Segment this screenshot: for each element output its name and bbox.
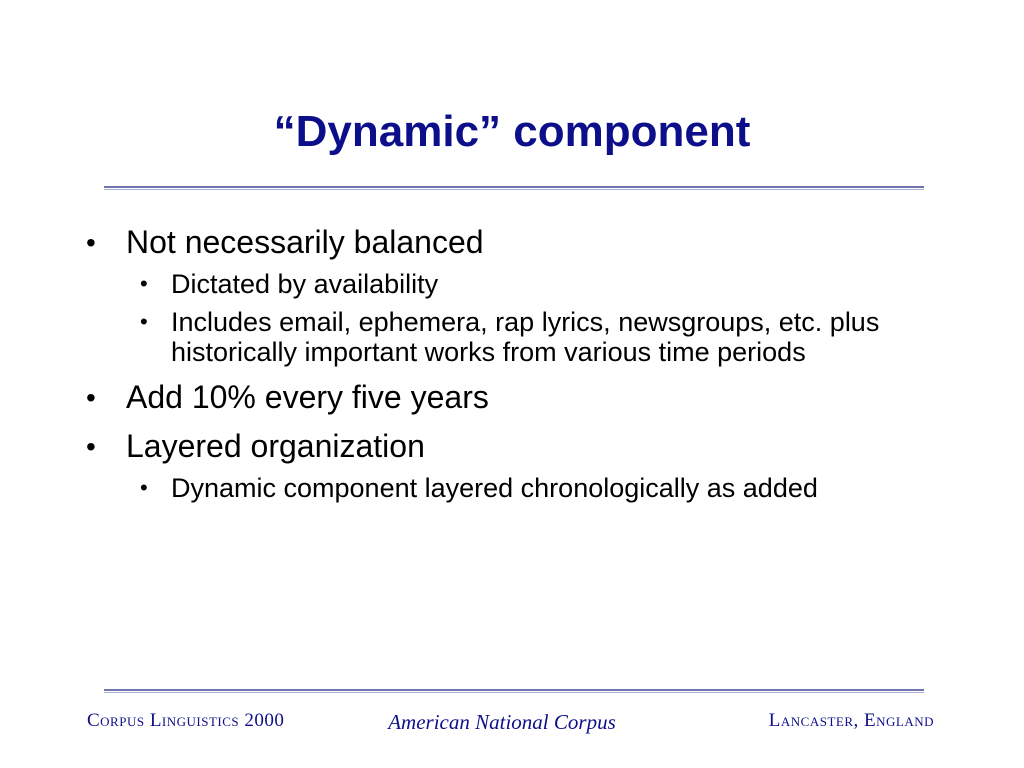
sub-bullet-text: Dynamic component layered chronologically as added bbox=[171, 473, 818, 503]
bullet-glyph: • bbox=[86, 227, 96, 258]
sub-bullet-item bbox=[86, 269, 946, 299]
slide-body bbox=[86, 224, 946, 515]
sub-bullet-glyph: • bbox=[140, 475, 148, 500]
footer-location: Lancaster, England bbox=[768, 710, 934, 731]
bullet-text: Add 10% every five years bbox=[126, 379, 489, 415]
bullet-item bbox=[86, 379, 946, 416]
sub-bullet-item bbox=[86, 307, 946, 367]
sub-bullet-list bbox=[86, 473, 946, 503]
footer-project: American National Corpus bbox=[388, 710, 616, 734]
sub-bullet-glyph: • bbox=[140, 271, 148, 296]
bullet-glyph: • bbox=[86, 382, 96, 413]
slide-title: “Dynamic” component bbox=[273, 107, 751, 156]
bullet-item bbox=[86, 428, 946, 465]
sub-bullet-text: Dictated by availability bbox=[171, 269, 439, 299]
sub-bullet-item bbox=[86, 473, 946, 503]
sub-bullet-glyph: • bbox=[140, 309, 148, 334]
bullet-text: Layered organization bbox=[126, 428, 425, 464]
title-divider bbox=[104, 186, 924, 188]
bullet-text: Not necessarily balanced bbox=[126, 224, 484, 260]
footer-divider bbox=[104, 689, 924, 691]
sub-bullet-text: Includes email, ephemera, rap lyrics, newsgroups, etc. plus historically important works from various time periods bbox=[171, 307, 880, 367]
footer-conference: Corpus Linguistics 2000 bbox=[87, 710, 285, 731]
bullet-item bbox=[86, 224, 946, 261]
bullet-glyph: • bbox=[86, 431, 96, 462]
sub-bullet-list bbox=[86, 269, 946, 367]
